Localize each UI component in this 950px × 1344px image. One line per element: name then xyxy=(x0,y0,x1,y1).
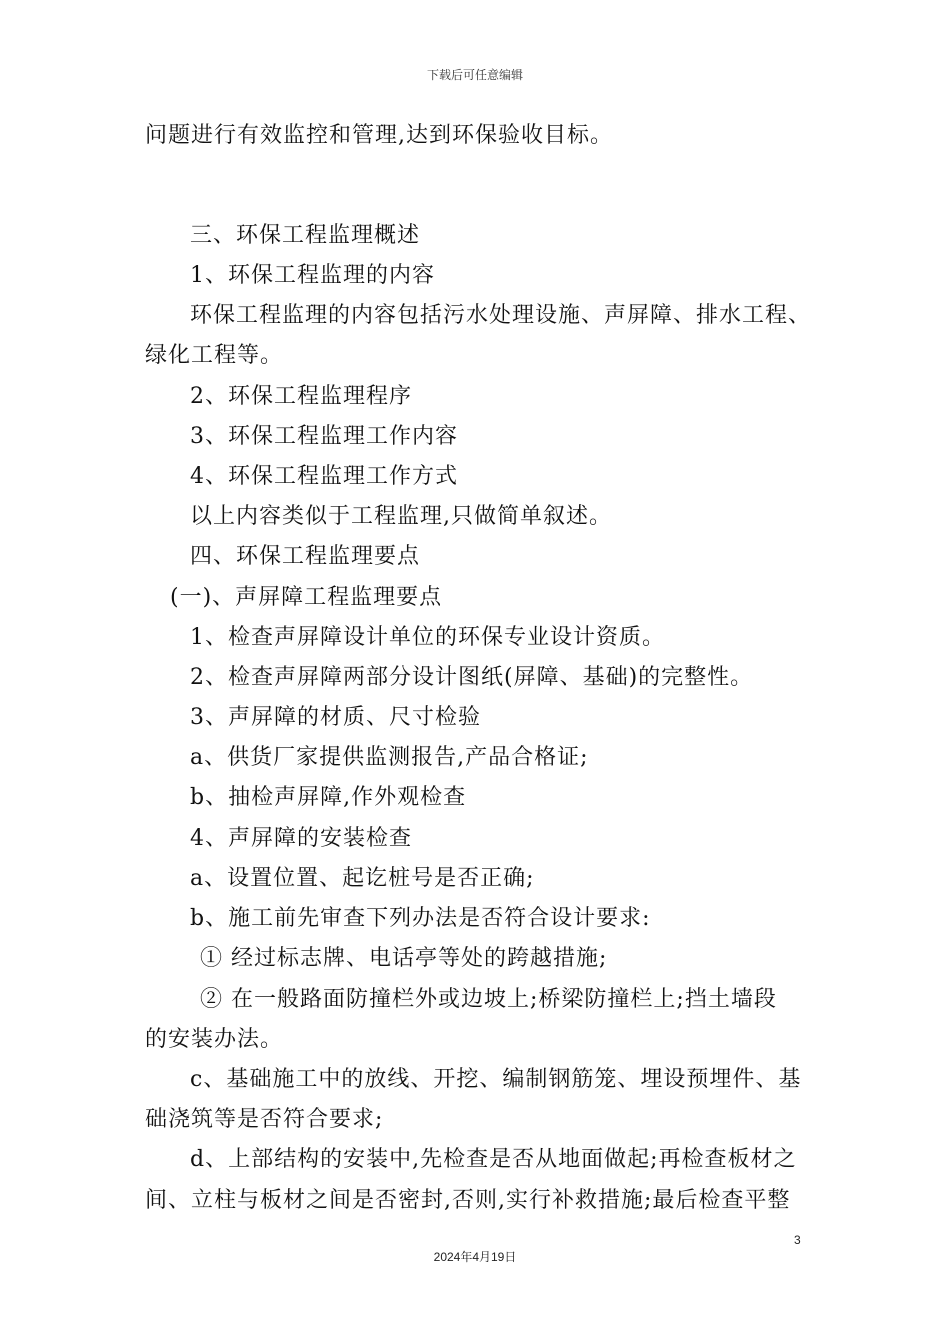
subsection-heading: 3、环保工程监理工作内容 xyxy=(190,424,458,449)
list-item: a、设置位置、起讫桩号是否正确; xyxy=(190,866,535,891)
page-header: 下载后可任意编辑 xyxy=(426,68,523,82)
list-item: 4、声屏障的安装检查 xyxy=(190,826,412,851)
footer-date: 2024年4月19日 xyxy=(433,1250,517,1264)
paragraph-line: 环保工程监理的内容包括污水处理设施、声屏障、排水工程、 xyxy=(190,303,812,328)
subsection-heading: 4、环保工程监理工作方式 xyxy=(190,464,458,489)
section-heading: 三、环保工程监理概述 xyxy=(190,223,421,248)
paragraph-line: 的安装办法。 xyxy=(145,1027,284,1052)
paragraph-line: 绿化工程等。 xyxy=(145,343,284,368)
subsection-heading: 1、环保工程监理的内容 xyxy=(190,263,435,288)
list-item: a、供货厂家提供监测报告,产品合格证; xyxy=(190,745,589,770)
paragraph-line: 间、立柱与板材之间是否密封,否则,实行补救措施;最后检查平整 xyxy=(145,1188,791,1213)
paragraph-line: 础浇筑等是否符合要求; xyxy=(145,1107,384,1132)
list-item: c、基础施工中的放线、开挖、编制钢筋笼、埋设预埋件、基 xyxy=(190,1067,802,1092)
paragraph-line: 问题进行有效监控和管理,达到环保验收目标。 xyxy=(145,123,613,148)
list-item: ① 经过标志牌、电话亭等处的跨越措施; xyxy=(200,946,608,971)
list-item: 1、检查声屏障设计单位的环保专业设计资质。 xyxy=(190,625,665,650)
list-item: 2、检查声屏障两部分设计图纸(屏障、基础)的完整性。 xyxy=(190,665,754,690)
paragraph-line: 以上内容类似于工程监理,只做简单叙述。 xyxy=(190,504,612,529)
list-item: b、施工前先审查下列办法是否符合设计要求: xyxy=(190,906,651,931)
subsection-heading: (一)、声屏障工程监理要点 xyxy=(170,585,443,610)
section-heading: 四、环保工程监理要点 xyxy=(190,544,421,569)
subsection-heading: 2、环保工程监理程序 xyxy=(190,384,412,409)
list-item: b、抽检声屏障,作外观检查 xyxy=(190,785,467,810)
list-item: d、上部结构的安装中,先检查是否从地面做起;再检查板材之 xyxy=(190,1147,797,1172)
page-number: 3 xyxy=(794,1233,801,1247)
list-item: ② 在一般路面防撞栏外或边坡上;桥梁防撞栏上;挡土墙段 xyxy=(200,987,777,1012)
list-item: 3、声屏障的材质、尺寸检验 xyxy=(190,705,481,730)
